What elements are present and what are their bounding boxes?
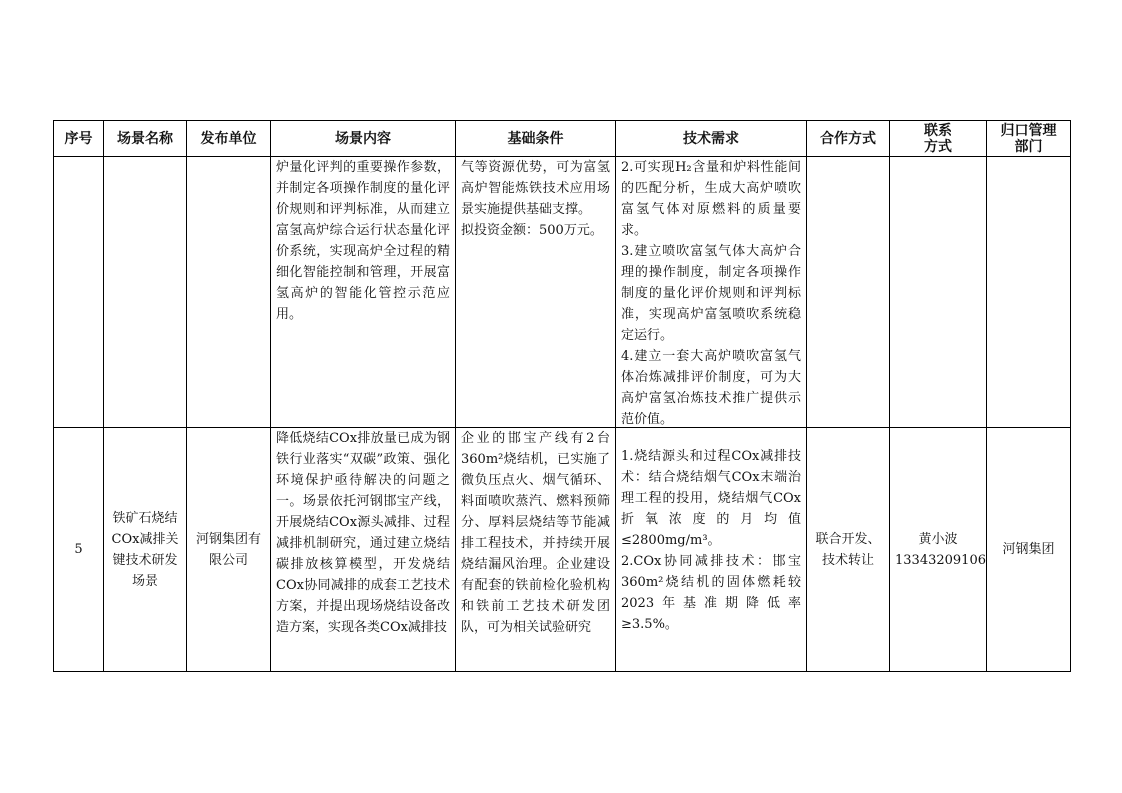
header-scenario-content: 场景内容 (271, 121, 456, 157)
cell-managing-dept (987, 157, 1071, 428)
content-text: 炉量化评判的重要操作参数，并制定各项操作制度的量化评价规则和评判标准，从而建立富氢高炉综合运行状态量化评价系统，实现高炉全过程的精细化智能控制和管理，开展富氢高炉的智能化管控示范应用。 (276, 160, 450, 322)
cell-publisher (187, 157, 271, 428)
cell-basic-conditions (456, 428, 616, 672)
header-managing-dept: 归口管理 部门 (987, 121, 1071, 157)
cell-publisher: 河钢集团有限公司 (187, 428, 271, 672)
cell-cooperation: 联合开发、技术转让 (807, 428, 890, 672)
basis-text: 企业的邯宝产线有2台360m²烧结机，已实施了微负压点火、烟气循环、料面喷吹蒸汽、燃料预筛分、厚料层烧结等节能减排工程技术，并持续开展烧结漏风治理。企业建设有配套的铁前检化验机构和铁前工艺技术研发团队，可为相关试验研究 (461, 431, 610, 635)
cell-serial: 5 (54, 428, 104, 672)
header-tech-requirements: 技术需求 (616, 121, 807, 157)
basis-text: 气等资源优势，可为富氢高炉智能炼铁技术应用场景实施提供基础支撑。 拟投资金额：500万元。 (461, 160, 610, 238)
header-basic-conditions: 基础条件 (456, 121, 616, 157)
cell-basic-conditions (456, 157, 616, 428)
cell-contact (890, 157, 987, 428)
content-text: 降低烧结COx排放量已成为钢铁行业落实“双碳”政策、强化环境保护亟待解决的问题之一。场景依托河钢邯宝产线，开展烧结COx源头减排、过程减排机制研究，通过建立烧结碳排放核算模型，开发烧结COx协同减排的成套工艺技术方案，并提出现场烧结设备改造方案，实现各类COx减排技 (276, 431, 450, 635)
cell-tech-requirements (616, 428, 807, 672)
cell-managing-dept: 河钢集团 (987, 428, 1071, 672)
header-publisher: 发布单位 (187, 121, 271, 157)
cell-scenario-content (271, 428, 456, 672)
cell-scenario-content (271, 157, 456, 428)
header-contact: 联系 方式 (890, 121, 987, 157)
cell-serial (54, 157, 104, 428)
cell-cooperation (807, 157, 890, 428)
cell-scenario-name (104, 157, 187, 428)
header-serial: 序号 (54, 121, 104, 157)
scenario-table (53, 120, 1071, 672)
tech-text: 1.烧结源头和过程COx减排技术：结合烧结烟气COx末端治理工程的投用，烧结烟气COx折氧浓度的月均值≤2800mg/m³。 2.COx协同减排技术：邯宝360m²烧结机的固体燃耗较2023年基准期降低率≥3.5%。 (621, 449, 801, 632)
cell-tech-requirements (616, 157, 807, 428)
header-scenario-name: 场景名称 (104, 121, 187, 157)
table-row (54, 428, 1071, 672)
tech-text: 2.可实现H₂含量和炉料性能间的匹配分析，生成大高炉喷吹富氢气体对原燃料的质量要求。 3.建立喷吹富氢气体大高炉合理的操作制度，制定各项操作制度的量化评价规则和评判标准，实现高炉富氢喷吹系统稳定运行。 4.建立一套大高炉喷吹富氢气体冶炼减排评价制度，可为大高炉富氢冶炼技术推广提供示范价值。 (621, 160, 801, 427)
table-row (54, 157, 1071, 428)
cell-scenario-name: 铁矿石烧结COx减排关键技术研发场景 (104, 428, 187, 672)
header-cooperation: 合作方式 (807, 121, 890, 157)
cell-contact: 黄小波 13343209106 (890, 428, 987, 672)
table-header-row (54, 121, 1071, 157)
